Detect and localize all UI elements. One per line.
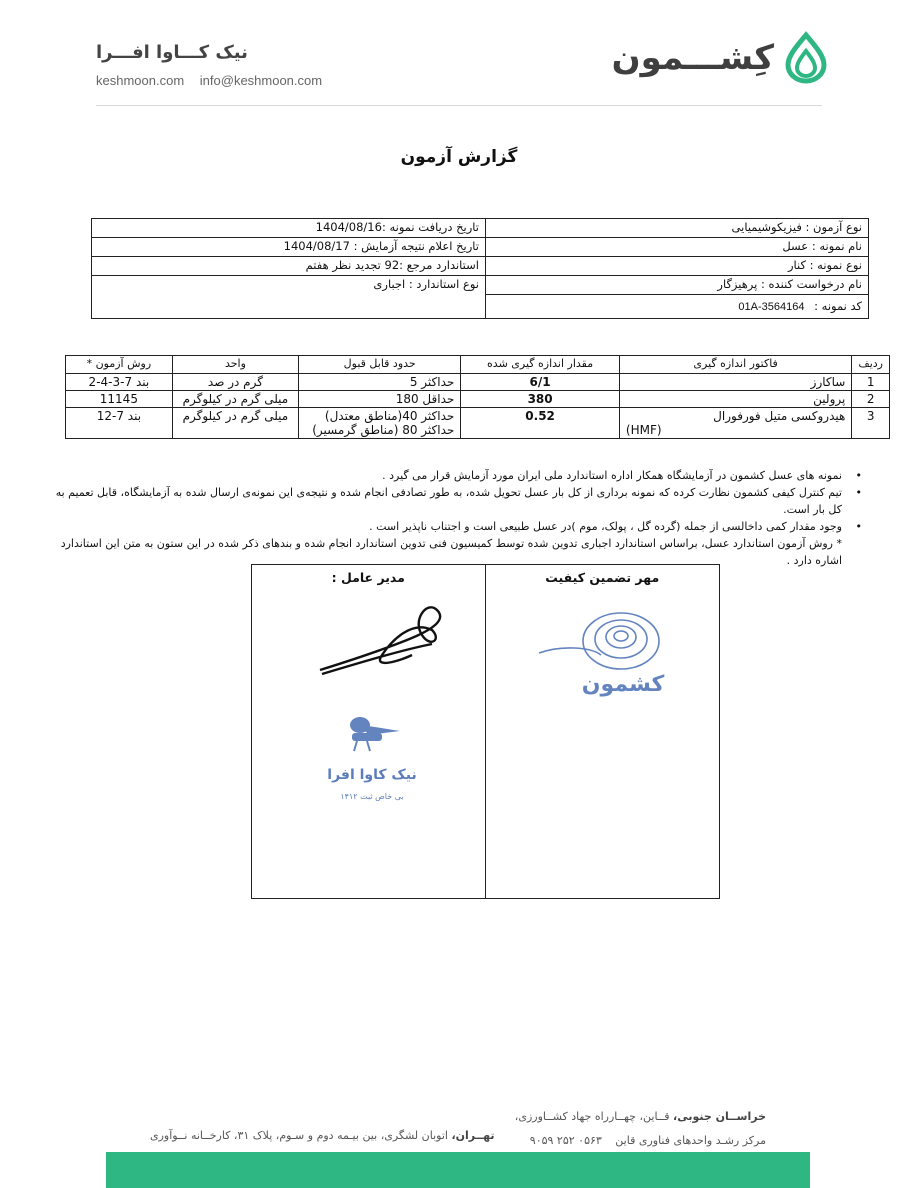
table-row (66, 408, 890, 439)
footer-phone: ۰۵۶۳ ۲۵۲ ۹۰۵۹ (529, 1134, 602, 1147)
manager-label: مدیر عامل : (331, 570, 405, 585)
sample-code (486, 295, 869, 319)
row-limit: حداقل 180 (299, 391, 461, 408)
page-title: گزارش آزمون (400, 147, 518, 167)
bullet-icon: • (855, 469, 862, 482)
col-header-factor: فاکتور اندازه گیری (619, 356, 851, 374)
table-row (66, 391, 890, 408)
quality-seal-cell (486, 565, 720, 898)
email-link[interactable]: info@keshmoon.com (199, 73, 323, 88)
quality-seal-label: مهر تضمین کیفیت (545, 570, 660, 585)
footer-address-1: خراســان جنوبی، قــاین، چهــارراه جهاد کشــاورزی، مرکز رشـد واحدهای فناوری قاین ۰۵۶۳ ۲۵۲ ۹۰۵۹ (514, 1110, 766, 1147)
row-unit: میلی گرم در کیلوگرم (172, 408, 298, 439)
manager-cell (252, 565, 486, 898)
note-item: * روش آزمون استاندارد عسل، براساس استاندارد اجباری تدوین شده توسط کمیسیون فنی تدوین استاندارد انجام شده و بندهای ذکر شده در این ستون به متن این استاندارد اشاره دارد . (60, 537, 842, 567)
row-limit-line1: حداکثر 40(مناطق معتدل) (324, 409, 455, 423)
reference-standard: استاندارد مرجع :92 تجدید نظر هفتم (92, 257, 486, 276)
standard-type: نوع استاندارد : اجباری (92, 276, 486, 319)
company-stamp-icon (327, 705, 417, 815)
col-header-measured: مقدار اندازه گیری شده (461, 356, 620, 374)
bullet-icon: • (855, 520, 862, 533)
brand-logo (612, 32, 828, 84)
col-header-limit: حدود قابل قبول (299, 356, 461, 374)
row-factor (619, 408, 851, 439)
requester: نام درخواست کننده : پرهیزگار (486, 276, 869, 295)
results-header-row (66, 356, 890, 374)
bullet-icon: • (855, 486, 862, 499)
row-method: بند 7-12 (66, 408, 173, 439)
header-divider (96, 105, 822, 106)
note-item: • نمونه های عسل کشمون در آزمایشگاه همکار اداره استاندارد ملی ایران مورد آزمایش قرار می گیرد . (382, 469, 862, 482)
stamp-subtext: بی خاص ثبت ۱۴۱۲ (340, 792, 404, 801)
row-measured: 6/1 (461, 374, 620, 391)
row-method: 11145 (66, 391, 173, 408)
row-unit: میلی گرم در کیلوگرم (172, 391, 298, 408)
row-limit (299, 408, 461, 439)
row-index: 1 (852, 374, 890, 391)
note-item: • تیم کنترل کیفی کشمون نظارت کرده که نمونه برداری از کل بار عسل تحویل شده، به طور تصادفی انجام شده و نتیجه‌ی این نمونه‌ی ارسال شده به آزمایشگاه، قابل تعمیم به کل بار است. (55, 486, 862, 516)
row-index: 3 (852, 408, 890, 439)
row-factor: پرولین (619, 391, 851, 408)
row-measured: 380 (461, 391, 620, 408)
note-item: • وجود مقدار کمی داخالسی از جمله (گرده گل ، پولک، موم )در عسل طبیعی است و اجتناب ناپذیر است . (369, 520, 862, 533)
sample-code-value: 3564164-01A (738, 301, 805, 313)
col-header-method: روش آزمون * (66, 356, 173, 374)
signature-box (251, 564, 720, 899)
row-index: 2 (852, 391, 890, 408)
sample-type: نوع نمونه : کنار (486, 257, 869, 276)
row-factor: ساکارز (619, 374, 851, 391)
col-header-index: ردیف (852, 356, 890, 374)
row-measured: 0.52 (461, 408, 620, 439)
seal-text: کشمون (581, 672, 664, 697)
footer-city-2: تهــران، (451, 1129, 495, 1142)
result-date: تاریخ اعلام نتیجه آزمایش : 1404/08/17 (92, 238, 486, 257)
website-link[interactable]: keshmoon.com (96, 73, 185, 88)
info-row (92, 276, 869, 295)
info-row (92, 257, 869, 276)
stamp-text: نیک کاوا افرا (327, 767, 417, 783)
table-row (66, 374, 890, 391)
receive-date: تاریخ دریافت نمونه :1404/08/16 (92, 219, 486, 238)
row-limit-line2: حداکثر 80 (مناطق گرمسیر) (312, 423, 455, 437)
results-table (65, 355, 890, 439)
handwritten-signature-icon (312, 600, 452, 680)
row-method: بند 7-3-4-2 (66, 374, 173, 391)
sample-name: نام نمونه : عسل (486, 238, 869, 257)
contact-line (96, 73, 376, 88)
keshmoon-seal-icon (531, 605, 681, 705)
row-unit: گرم در صد (172, 374, 298, 391)
footer-city-1: خراســان جنوبی، (673, 1110, 766, 1123)
row-factor-line2: (HMF) (625, 423, 662, 437)
test-type: نوع آزمون : فیزیکوشیمیایی (486, 219, 869, 238)
company-name: نیک کـــاوا افـــرا (96, 42, 248, 63)
notes-list (40, 467, 866, 569)
logo-text: کِشـــمون (611, 38, 774, 78)
sample-info-table (91, 218, 869, 319)
footer-bar (106, 1152, 810, 1188)
footer-address-2: تهــران، اتوبان لشگری، بین بیـمه دوم و سـوم، پلاک ۳۱، کارخــانه نــوآوری (150, 1129, 495, 1142)
info-row (92, 238, 869, 257)
col-header-unit: واحد (172, 356, 298, 374)
header-company-block (96, 42, 376, 88)
info-row (92, 219, 869, 238)
sample-code-label: کد نمونه : (814, 299, 862, 313)
drop-logo-icon (784, 33, 828, 83)
row-limit: حداکثر 5 (299, 374, 461, 391)
row-factor-line1: هیدروکسی متیل فورفورال (713, 409, 846, 423)
